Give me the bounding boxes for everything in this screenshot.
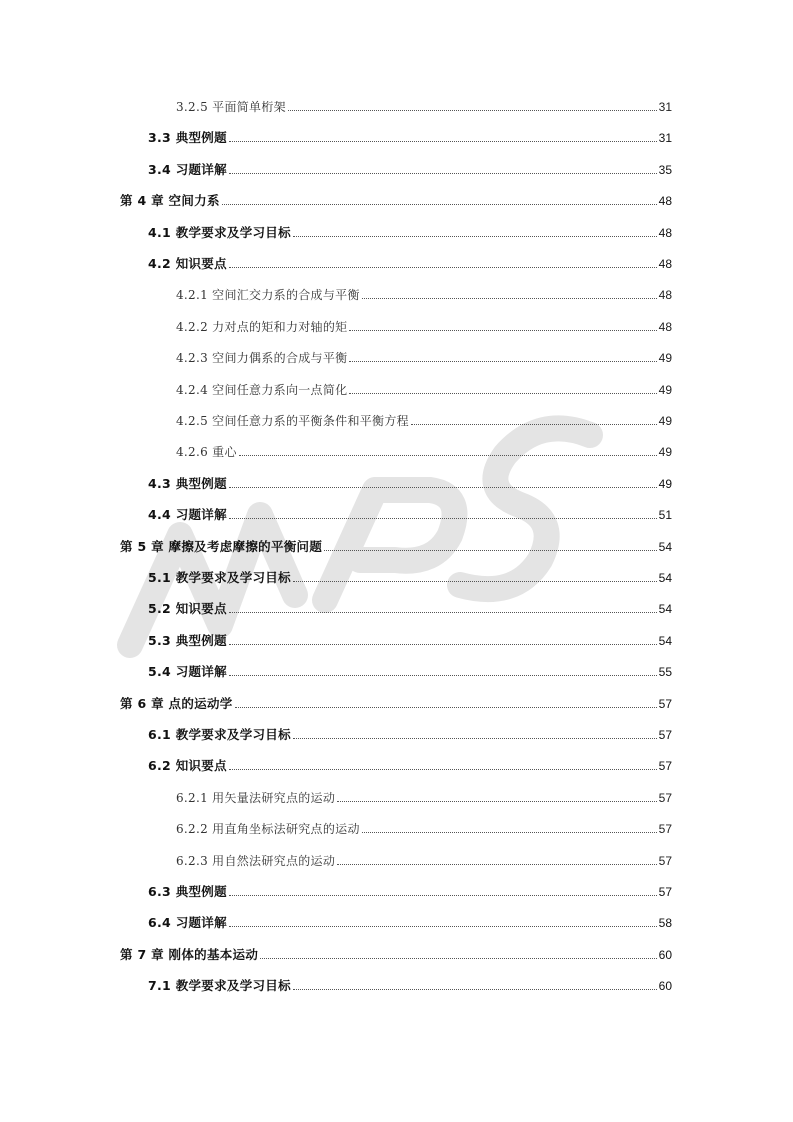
- toc-entry-title: 6.2 知识要点: [148, 758, 227, 773]
- toc-page-number: 58: [658, 916, 672, 930]
- toc-page-number: 54: [658, 634, 672, 648]
- dot-leader: [229, 644, 657, 645]
- toc-entry[interactable]: [148, 474, 672, 494]
- toc-page-number: 54: [658, 602, 672, 616]
- toc-entry[interactable]: [148, 882, 672, 902]
- toc-entry-title: 第 5 章 摩擦及考虑摩擦的平衡问题: [120, 539, 323, 554]
- toc-page-number: 57: [658, 822, 672, 836]
- toc-page-number: 57: [658, 854, 672, 868]
- dot-leader: [229, 141, 657, 142]
- toc-entry[interactable]: [176, 348, 672, 368]
- toc-page-number: 54: [658, 540, 672, 554]
- toc-entry[interactable]: [148, 976, 672, 996]
- toc-entry[interactable]: [176, 285, 672, 305]
- toc-page-number: 57: [658, 885, 672, 899]
- toc-entry[interactable]: [120, 537, 672, 557]
- toc-entry[interactable]: [148, 505, 672, 525]
- toc-page-number: 49: [658, 414, 672, 428]
- dot-leader: [349, 330, 656, 331]
- dot-leader: [222, 204, 657, 205]
- toc-entry-title: 5.4 习题详解: [148, 664, 227, 679]
- toc-page-number: 49: [658, 445, 672, 459]
- toc-page-number: 57: [658, 759, 672, 773]
- toc-entry-title: 5.1 教学要求及学习目标: [148, 570, 291, 585]
- toc-page-number: 48: [658, 288, 672, 302]
- toc-page-number: 57: [658, 728, 672, 742]
- toc-entry[interactable]: [176, 819, 672, 839]
- toc-entry-title: 6.4 习题详解: [148, 915, 227, 930]
- dot-leader: [411, 424, 657, 425]
- dot-leader: [229, 173, 657, 174]
- toc-entry[interactable]: [176, 851, 672, 871]
- toc-entry-title: 6.2.2 用直角坐标法研究点的运动: [176, 822, 360, 836]
- toc-page-number: 31: [658, 100, 672, 114]
- toc-entry-title: 5.3 典型例题: [148, 633, 227, 648]
- toc-page-number: 48: [658, 194, 672, 208]
- dot-leader: [239, 455, 657, 456]
- dot-leader: [362, 832, 657, 833]
- toc-page-number: 60: [658, 979, 672, 993]
- toc-entry-title: 3.3 典型例题: [148, 130, 227, 145]
- toc-entry-title: 7.1 教学要求及学习目标: [148, 978, 291, 993]
- toc-page-number: 35: [658, 163, 672, 177]
- toc-entry-title: 4.4 习题详解: [148, 507, 227, 522]
- toc-entry-title: 4.2.6 重心: [176, 445, 237, 459]
- toc-entry-title: 4.2.2 力对点的矩和力对轴的矩: [176, 320, 348, 334]
- toc-page-number: 48: [658, 257, 672, 271]
- dot-leader: [229, 895, 657, 896]
- toc-entry[interactable]: [148, 568, 672, 588]
- toc-page-number: 48: [658, 226, 672, 240]
- toc-entry[interactable]: [148, 160, 672, 180]
- dot-leader: [229, 675, 657, 676]
- toc-entry-title: 第 4 章 空间力系: [120, 193, 220, 208]
- dot-leader: [235, 707, 657, 708]
- toc-page-number: 49: [658, 351, 672, 365]
- toc-page-number: 57: [658, 791, 672, 805]
- dot-leader: [324, 550, 656, 551]
- toc-entry-title: 4.2.4 空间任意力系向一点简化: [176, 383, 348, 397]
- toc-entry[interactable]: [148, 756, 672, 776]
- toc-entry[interactable]: [148, 913, 672, 933]
- toc-page-number: 54: [658, 571, 672, 585]
- toc-entry[interactable]: [148, 254, 672, 274]
- toc-entry-title: 3.2.5 平面简单桁架: [176, 100, 286, 114]
- toc-entry[interactable]: [176, 411, 672, 431]
- toc-entry[interactable]: [148, 662, 672, 682]
- toc-entry-title: 第 6 章 点的运动学: [120, 696, 233, 711]
- toc-entry[interactable]: [148, 223, 672, 243]
- toc-entry-title: 4.2 知识要点: [148, 256, 227, 271]
- toc-entry-title: 4.2.5 空间任意力系的平衡条件和平衡方程: [176, 414, 409, 428]
- toc-page-number: 31: [658, 131, 672, 145]
- toc-entry-title: 4.2.1 空间汇交力系的合成与平衡: [176, 288, 360, 302]
- dot-leader: [229, 487, 657, 488]
- toc-entry[interactable]: [120, 945, 672, 965]
- toc-entry-title: 第 7 章 刚体的基本运动: [120, 947, 259, 962]
- toc-entry-title: 4.3 典型例题: [148, 476, 227, 491]
- toc-entry-title: 3.4 习题详解: [148, 162, 227, 177]
- toc-page-number: 57: [658, 697, 672, 711]
- dot-leader: [293, 738, 657, 739]
- toc-page-number: 60: [658, 948, 672, 962]
- dot-leader: [293, 581, 657, 582]
- toc-entry-title: 4.1 教学要求及学习目标: [148, 225, 291, 240]
- toc-page-number: 51: [658, 508, 672, 522]
- dot-leader: [337, 864, 656, 865]
- toc-entry[interactable]: [120, 694, 672, 714]
- dot-leader: [349, 393, 656, 394]
- dot-leader: [293, 989, 657, 990]
- toc-entry-title: 4.2.3 空间力偶系的合成与平衡: [176, 351, 348, 365]
- toc-entry[interactable]: [176, 97, 672, 117]
- toc-page-number: 55: [658, 665, 672, 679]
- dot-leader: [288, 110, 657, 111]
- dot-leader: [337, 801, 656, 802]
- toc-entry[interactable]: [148, 725, 672, 745]
- toc-entry-title: 5.2 知识要点: [148, 601, 227, 616]
- toc-entry-title: 6.2.3 用自然法研究点的运动: [176, 854, 336, 868]
- dot-leader: [229, 518, 657, 519]
- toc-entry[interactable]: [176, 442, 672, 462]
- dot-leader: [229, 267, 657, 268]
- toc-entry[interactable]: [148, 631, 672, 651]
- toc-entry[interactable]: [176, 380, 672, 400]
- dot-leader: [362, 298, 657, 299]
- dot-leader: [293, 236, 657, 237]
- toc-page-number: 49: [658, 477, 672, 491]
- toc-entry[interactable]: [120, 191, 672, 211]
- toc-entry-title: 6.1 教学要求及学习目标: [148, 727, 291, 742]
- toc-entry[interactable]: [176, 788, 672, 808]
- toc-entry[interactable]: [148, 599, 672, 619]
- toc-entry-title: 6.3 典型例题: [148, 884, 227, 899]
- dot-leader: [260, 958, 656, 959]
- dot-leader: [349, 361, 656, 362]
- dot-leader: [229, 926, 657, 927]
- toc-page-number: 49: [658, 383, 672, 397]
- dot-leader: [229, 612, 657, 613]
- toc-entry[interactable]: [176, 317, 672, 337]
- toc-page-number: 48: [658, 320, 672, 334]
- toc-entry-title: 6.2.1 用矢量法研究点的运动: [176, 791, 336, 805]
- dot-leader: [229, 769, 657, 770]
- toc-entry[interactable]: [148, 128, 672, 148]
